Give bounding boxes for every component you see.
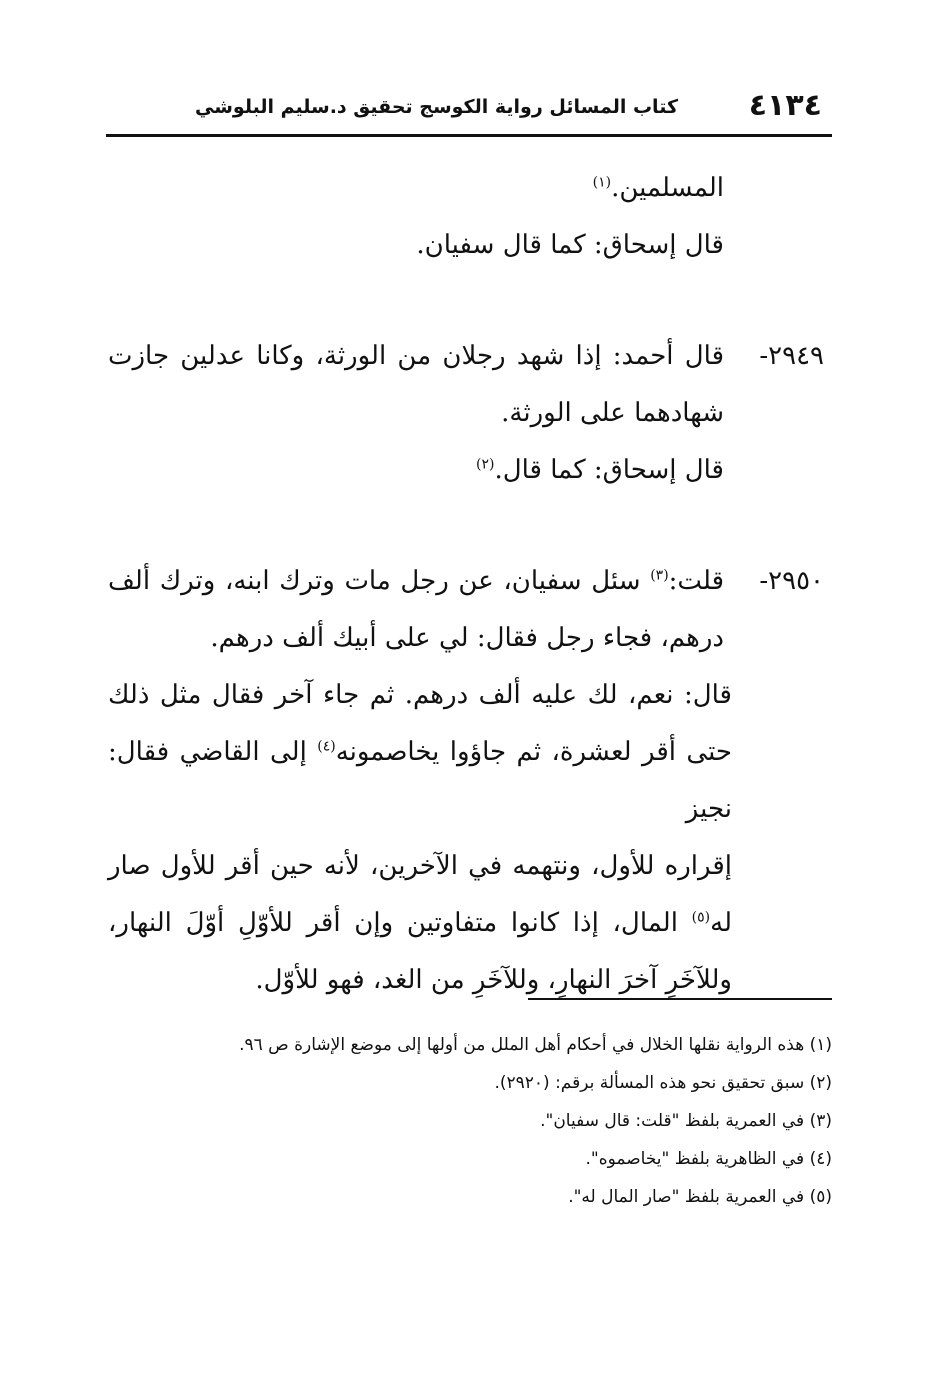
- entry-text: حتى أقر لعشرة، ثم جاؤوا يخاصمونه: [335, 737, 732, 767]
- entry-text: سئل سفيان، عن رجل مات وترك ابنه، وترك ألف: [108, 566, 651, 596]
- entry-line: درهم، فجاء رجل فقال: لي على أبيك ألف درهم.: [210, 623, 724, 653]
- footnote-ref: (٢): [476, 456, 495, 473]
- entry-line: إقراره للأول، ونتهمه في الآخرين، لأنه حين أقر للأول صار: [108, 851, 732, 881]
- continuation-line: [108, 160, 824, 217]
- entry-text: له: [710, 908, 732, 938]
- paragraph-gap: [108, 274, 824, 328]
- entry-2950: [108, 553, 824, 667]
- entry-text: قلت:: [668, 566, 724, 596]
- entry-line: [108, 553, 724, 610]
- entry-line: [108, 724, 732, 838]
- page-number: ٤١٣٤: [748, 88, 822, 123]
- running-title: كتاب المسائل رواية الكوسج تحقيق د.سليم البلوشي: [195, 96, 678, 118]
- entry-reply: [108, 442, 724, 499]
- entry-number: ٢٩٥٠-: [759, 566, 824, 596]
- footnote-5: (٥) في العمرية بلفظ "صار المال له".: [568, 1187, 832, 1207]
- entry-line: قال: نعم، لك عليه ألف درهم. ثم جاء آخر فقال مثل ذلك: [108, 680, 732, 710]
- footnote-3: (٣) في العمرية بلفظ "قلت: قال سفيان".: [540, 1111, 832, 1131]
- entry-body: [108, 328, 732, 499]
- entry-continuation: [108, 667, 824, 1009]
- footnote-1: (١) هذه الرواية نقلها الخلال في أحكام أهل الملل من أولها إلى موضع الإشارة ص ٩٦.: [239, 1035, 832, 1055]
- main-text: [108, 160, 824, 1009]
- entry-2949: [108, 328, 824, 499]
- page-header: [108, 88, 828, 134]
- entry-line: [108, 895, 732, 952]
- continuation-reply: قال إسحاق: كما قال سفيان.: [416, 230, 724, 260]
- entry-reply-text: قال إسحاق: كما قال.: [494, 455, 724, 485]
- header-rule: [106, 134, 832, 137]
- footnote-2: (٢) سبق تحقيق نحو هذه المسألة برقم: (٢٩٢٠).: [494, 1073, 832, 1093]
- footnote-ref: (١): [592, 174, 612, 191]
- footnotes: [108, 1026, 832, 1216]
- entry-line: قال أحمد: إذا شهد رجلان من الورثة، وكانا عدلين جازت: [108, 341, 724, 371]
- paragraph-gap: [108, 499, 824, 553]
- footnote-ref: (٤): [317, 738, 336, 755]
- continuation-text: المسلمين.: [611, 173, 724, 203]
- footnote-ref: (٣): [650, 567, 669, 584]
- entry-text: إلى القاضي فقال: نجيز: [108, 737, 732, 824]
- entry-line: وللآخَرِ آخرَ النهارِ، وللآخَرِ من الغد، فهو للأوّل.: [255, 965, 732, 995]
- footnote-separator: [528, 998, 832, 1000]
- entry-number: ٢٩٤٩-: [759, 341, 824, 371]
- entry-text: المال، إذا كانوا متفاوتين وإن أقر للأوّلِ أوّلَ النهار،: [108, 908, 692, 938]
- footnote-4: (٤) في الظاهرية بلفظ "يخاصموه".: [585, 1149, 832, 1169]
- entry-body: [108, 553, 732, 667]
- footnote-ref: (٥): [691, 909, 711, 926]
- entry-line: شهادهما على الورثة.: [501, 398, 724, 428]
